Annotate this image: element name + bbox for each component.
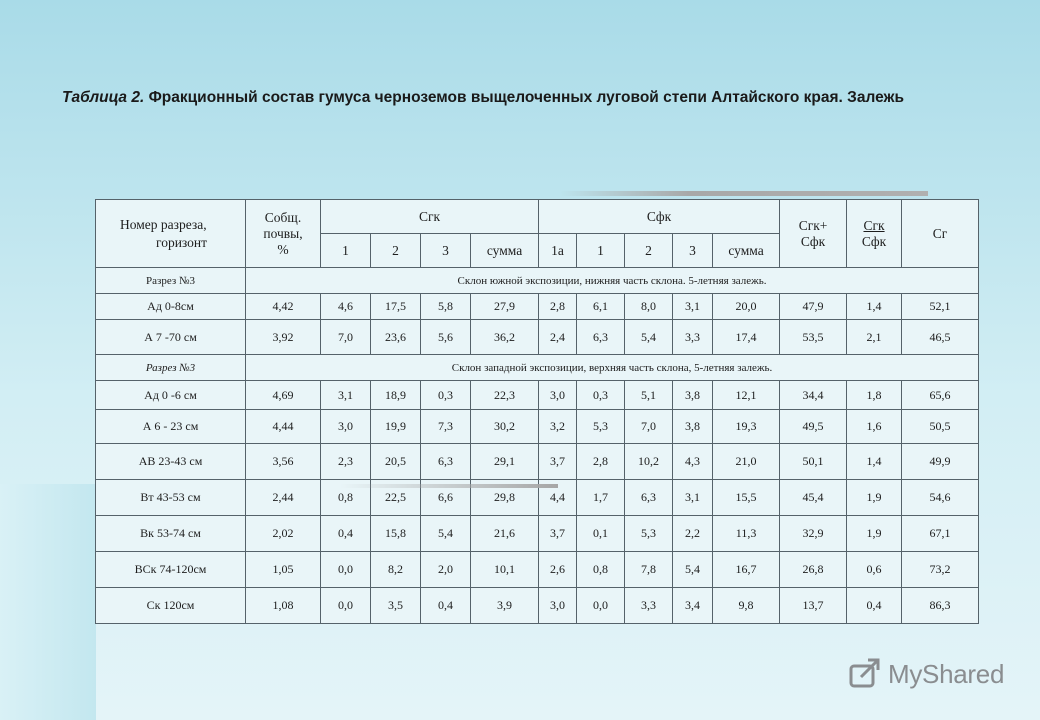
table-cell: 73,2 [902, 552, 979, 588]
table-cell: 4,4 [539, 480, 577, 516]
table-cell: 32,9 [780, 516, 847, 552]
table-cell: 17,4 [713, 320, 780, 355]
table-cell: 8,2 [371, 552, 421, 588]
row-horizon-label: А 7 -70 см [96, 320, 246, 355]
table-cell: 2,02 [246, 516, 321, 552]
row-horizon-label: Вт 43-53 см [96, 480, 246, 516]
row-horizon-label: Ад 0 -6 см [96, 381, 246, 410]
header-cfk-sub: 1 [577, 234, 625, 268]
table-cell: 5,3 [625, 516, 673, 552]
header-cfk-sub: сумма [713, 234, 780, 268]
table-cell: 19,3 [713, 410, 780, 444]
header-col2-line3: % [277, 241, 289, 257]
table-row [96, 320, 979, 355]
table-cell: 1,4 [847, 294, 902, 320]
table-cell: 18,9 [371, 381, 421, 410]
table-cell: 20,0 [713, 294, 780, 320]
section-row [96, 268, 979, 294]
table-cell: 2,44 [246, 480, 321, 516]
header-section-horizon [96, 200, 246, 268]
table-cell: 36,2 [471, 320, 539, 355]
table-cell: 2,2 [673, 516, 713, 552]
header-cfk-sub: 2 [625, 234, 673, 268]
header-cgk-plus-cfk [780, 200, 847, 268]
table-cell: 0,8 [321, 480, 371, 516]
table-row [96, 444, 979, 480]
row-horizon-label: ВСк 74-120см [96, 552, 246, 588]
table-cell: 53,5 [780, 320, 847, 355]
table-cell: 49,9 [902, 444, 979, 480]
table-cell: 4,44 [246, 410, 321, 444]
table-cell: 3,8 [673, 381, 713, 410]
table-caption [62, 88, 1022, 108]
caption-lead: Таблица 2. [62, 89, 145, 106]
table-cell: 30,2 [471, 410, 539, 444]
table-cell: 1,9 [847, 480, 902, 516]
table-row [96, 410, 979, 444]
section-description: Склон западной экспозиции, верхняя часть склона, 5-летняя залежь. [246, 355, 979, 381]
header-ratio-denominator: Сфк [861, 233, 887, 249]
table-cell: 21,0 [713, 444, 780, 480]
table-cell: 11,3 [713, 516, 780, 552]
header-cfk-sub: 1а [539, 234, 577, 268]
section-name: Разрез №3 [96, 268, 246, 294]
table-cell: 29,1 [471, 444, 539, 480]
table-cell: 3,3 [673, 320, 713, 355]
table-cell: 49,5 [780, 410, 847, 444]
table-cell: 0,4 [847, 588, 902, 624]
table-cell: 3,56 [246, 444, 321, 480]
table-cell: 3,2 [539, 410, 577, 444]
table-cell: 27,9 [471, 294, 539, 320]
table-cell: 3,0 [539, 588, 577, 624]
table-row [96, 588, 979, 624]
table-cell: 86,3 [902, 588, 979, 624]
table-cell: 2,3 [321, 444, 371, 480]
table-cell: 19,9 [371, 410, 421, 444]
table-cell: 4,3 [673, 444, 713, 480]
header-cg: Сг [902, 200, 979, 268]
table-cell: 13,7 [780, 588, 847, 624]
decorative-glow-panel [0, 484, 96, 720]
table-cell: 3,4 [673, 588, 713, 624]
table-cell: 7,0 [625, 410, 673, 444]
table-cell: 4,6 [321, 294, 371, 320]
decorative-bar-top [560, 191, 928, 196]
table-cell: 4,42 [246, 294, 321, 320]
row-horizon-label: Вк 53-74 см [96, 516, 246, 552]
header-cfk-sub: 3 [673, 234, 713, 268]
table-cell: 0,0 [321, 588, 371, 624]
table-cell: 10,1 [471, 552, 539, 588]
table-cell: 45,4 [780, 480, 847, 516]
row-horizon-label: Ск 120см [96, 588, 246, 624]
table-cell: 20,5 [371, 444, 421, 480]
table-row [96, 381, 979, 410]
table-cell: 0,8 [577, 552, 625, 588]
table-cell: 7,0 [321, 320, 371, 355]
table-cell: 3,1 [321, 381, 371, 410]
table-cell: 1,7 [577, 480, 625, 516]
table-cell: 21,6 [471, 516, 539, 552]
table-cell: 2,0 [421, 552, 471, 588]
header-col2-line1: Собщ. [264, 209, 302, 225]
row-horizon-label: А 6 - 23 см [96, 410, 246, 444]
table-cell: 3,9 [471, 588, 539, 624]
table-cell: 22,3 [471, 381, 539, 410]
table-cell: 1,4 [847, 444, 902, 480]
table-cell: 47,9 [780, 294, 847, 320]
table-row [96, 516, 979, 552]
table-cell: 23,6 [371, 320, 421, 355]
table-cell: 26,8 [780, 552, 847, 588]
table-cell: 0,0 [321, 552, 371, 588]
table-cell: 15,8 [371, 516, 421, 552]
section-name: Разрез №3 [96, 355, 246, 381]
table-cell: 3,7 [539, 444, 577, 480]
table-cell: 67,1 [902, 516, 979, 552]
header-cfk: Сфк [539, 200, 780, 234]
table-cell: 15,5 [713, 480, 780, 516]
table-cell: 3,3 [625, 588, 673, 624]
header-ratio-numerator: Сгк [863, 217, 885, 233]
table-cell: 8,0 [625, 294, 673, 320]
table-cell: 2,8 [539, 294, 577, 320]
header-col2-line2: почвы, [263, 225, 303, 241]
table-cell: 54,6 [902, 480, 979, 516]
table-cell: 0,3 [421, 381, 471, 410]
table-cell: 52,1 [902, 294, 979, 320]
table-cell: 9,8 [713, 588, 780, 624]
table-cell: 6,1 [577, 294, 625, 320]
table-cell: 5,4 [625, 320, 673, 355]
table-cell: 7,3 [421, 410, 471, 444]
row-horizon-label: Ад 0-8см [96, 294, 246, 320]
header-col1-line2: горизонт [156, 234, 208, 250]
table-cell: 6,6 [421, 480, 471, 516]
table-cell: 5,4 [421, 516, 471, 552]
myshared-logo [848, 656, 1004, 692]
table-cell: 7,8 [625, 552, 673, 588]
table-cell: 34,4 [780, 381, 847, 410]
table-row [96, 294, 979, 320]
table-cell: 17,5 [371, 294, 421, 320]
table-cell: 50,5 [902, 410, 979, 444]
table-cell: 6,3 [625, 480, 673, 516]
table-cell: 2,6 [539, 552, 577, 588]
header-total-carbon [246, 200, 321, 268]
table-cell: 29,8 [471, 480, 539, 516]
table-cell: 3,1 [673, 480, 713, 516]
table-cell: 2,4 [539, 320, 577, 355]
header-cgk-sub: сумма [471, 234, 539, 268]
table-cell: 5,3 [577, 410, 625, 444]
table-cell: 0,1 [577, 516, 625, 552]
table-cell: 5,4 [673, 552, 713, 588]
table-cell: 3,7 [539, 516, 577, 552]
section-description: Склон южной экспозиции, нижняя часть склона. 5-летняя залежь. [246, 268, 979, 294]
table-cell: 1,9 [847, 516, 902, 552]
header-sum-line1: Сгк+ [798, 217, 828, 233]
table-cell: 0,3 [577, 381, 625, 410]
section-row [96, 355, 979, 381]
table-cell: 5,1 [625, 381, 673, 410]
table-cell: 46,5 [902, 320, 979, 355]
table-cell: 6,3 [577, 320, 625, 355]
table-cell: 22,5 [371, 480, 421, 516]
table-cell: 1,6 [847, 410, 902, 444]
header-sum-line2: Сфк [800, 233, 826, 249]
caption-text: Фракционный состав гумуса черноземов выщелоченных луговой степи Алтайского края. Залежь [148, 89, 905, 106]
myshared-logo-text: MyShared [888, 658, 1005, 689]
table-cell: 0,4 [321, 516, 371, 552]
table-cell: 0,4 [421, 588, 471, 624]
table-cell: 1,8 [847, 381, 902, 410]
header-cgk: Сгк [321, 200, 539, 234]
decorative-bar-mid [340, 484, 558, 488]
row-horizon-label: АВ 23-43 см [96, 444, 246, 480]
table-cell: 3,0 [321, 410, 371, 444]
header-cgk-sub: 2 [371, 234, 421, 268]
table-row [96, 552, 979, 588]
header-col1-line1: Номер разреза, [120, 216, 207, 232]
table-cell: 5,8 [421, 294, 471, 320]
table-cell: 1,08 [246, 588, 321, 624]
table-cell: 3,92 [246, 320, 321, 355]
table-cell: 2,1 [847, 320, 902, 355]
table-cell: 50,1 [780, 444, 847, 480]
table-cell: 12,1 [713, 381, 780, 410]
header-cgk-cfk-ratio [847, 200, 902, 268]
table-cell: 3,8 [673, 410, 713, 444]
header-cgk-sub: 1 [321, 234, 371, 268]
table-cell: 3,1 [673, 294, 713, 320]
table-cell: 16,7 [713, 552, 780, 588]
table-cell: 3,5 [371, 588, 421, 624]
table-cell: 2,8 [577, 444, 625, 480]
humus-fraction-table [95, 199, 979, 624]
table-cell: 65,6 [902, 381, 979, 410]
table-cell: 3,0 [539, 381, 577, 410]
table-cell: 4,69 [246, 381, 321, 410]
table-cell: 10,2 [625, 444, 673, 480]
table-cell: 1,05 [246, 552, 321, 588]
myshared-logo-icon [848, 657, 882, 691]
table-cell: 6,3 [421, 444, 471, 480]
table-cell: 0,6 [847, 552, 902, 588]
table-cell: 0,0 [577, 588, 625, 624]
header-cgk-sub: 3 [421, 234, 471, 268]
table-cell: 5,6 [421, 320, 471, 355]
